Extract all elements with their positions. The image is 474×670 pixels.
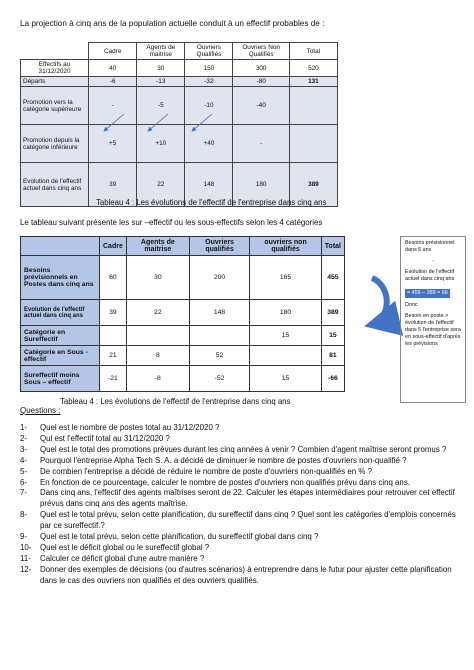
list-item [20, 565, 460, 587]
table-cell: 200 [189, 256, 249, 300]
question-text: De combien l'entreprise a décidé de réduire le nombre de poste d'ouvriers non-qualifiés en % ? [40, 466, 372, 476]
table-caption: Tableau 4 : Les évolutions de l'effectif de l'entreprise dans cinq ans [60, 397, 291, 406]
list-item [20, 478, 460, 489]
note-line: Evolution de l'effectif actuel dans cinq ans [405, 269, 455, 282]
table-cell: 39 [100, 300, 127, 326]
row-label: Evolution de l'effectif actuel dans cinq ans [21, 300, 100, 326]
promotion-arrow [104, 114, 124, 131]
table-cell: 15 [250, 366, 321, 392]
table-cell: 131 [289, 77, 337, 87]
table-header-row [21, 237, 345, 256]
table-cell: 455 [321, 256, 344, 300]
table-cell: 30 [126, 256, 189, 300]
intro-text: La projection à cinq ans de la population actuelle conduit à un effectif probables de : [20, 19, 325, 28]
table-cell [250, 346, 321, 366]
table-row [21, 300, 345, 326]
section-intro: Le tableau suivant présente les sur –effectif ou les sous-effectifs selon les 4 catégories [20, 218, 323, 227]
question-text: Donner des exemples de décisions (ou d'autres scénarios) à entreprendre dans le futur pour ajuster cette planification dans le cas des ouvriers non qualifiés et des ouvriers qualifiés. [40, 564, 452, 585]
question-number: 11- [20, 553, 31, 563]
table-cell: 30 [137, 60, 185, 77]
table-cell: 150 [185, 60, 233, 77]
table-header: Agents de maitrise [126, 237, 189, 256]
table-cell: 15 [250, 326, 321, 346]
table-cell: -5 [137, 87, 185, 125]
row-label: Evolution de l'effectif actuel dans cinq ans [21, 163, 89, 207]
table-cell: 180 [233, 163, 289, 207]
table-cell: -10 [185, 87, 233, 125]
table-cell: -66 [321, 366, 344, 392]
table-cell: -6 [89, 77, 137, 87]
note-dash: - [432, 258, 434, 264]
question-text: Quel est le déficit global ou le sureffectif global ? [40, 542, 210, 552]
list-item [20, 554, 460, 565]
note-line: Besoin en poste > évolution de l'effectif dans 5 l'entreprise sera en sous-effectif d'après les prévisions [405, 313, 461, 347]
question-number: 10- [20, 542, 32, 552]
table-cell: 165 [250, 256, 321, 300]
question-text: Quel est le total prévu, selon cette planification, du sureffectif dans cinq ? Quel sont les catégories d'emplois concernés par ce sureffectif.? [40, 510, 456, 531]
row-label: Effectifs au 31/12/2020 [21, 60, 89, 77]
table-cell: -21 [100, 366, 127, 392]
question-number: 9- [20, 532, 28, 542]
question-number: 7- [20, 488, 28, 498]
row-label: Sureffectif moins Sous – effectif [21, 366, 100, 392]
surplus-deficit-table [20, 236, 345, 392]
question-text: Quel est le nombre de postes total au 31/12/2020 ? [40, 423, 220, 432]
table-header: Ouvriers Qualifiés [185, 43, 233, 60]
table-cell: 148 [189, 300, 249, 326]
list-item [20, 543, 460, 554]
table-cell [189, 326, 249, 346]
table-cell: 40 [89, 60, 137, 77]
table-cell: - [233, 125, 289, 163]
note-badge: = 455 – 389 = 66 [407, 290, 448, 296]
table-cell: -52 [189, 366, 249, 392]
curved-arrow [370, 278, 387, 325]
table-header [21, 237, 100, 256]
table-cell: +10 [137, 125, 185, 163]
question-number: 5- [20, 466, 28, 476]
question-text: Dans cinq ans, l'effectif des agents maîtrises seront de 22. Calculer les étapes intermédiaires pour retrouver cet effectif prévus dans cinq ans des agents maîtrise. [40, 488, 455, 509]
table-cell: 389 [321, 300, 344, 326]
table-header: Cadre [89, 43, 137, 60]
question-text: Pourquoi l'entreprise Alpha Tech S. A. a décidé de diminuer le nombre de postes d'ouvriers non-qualifié ? [40, 455, 407, 465]
questions-title: Questions : [20, 406, 61, 415]
table-header: Ouvriers Non Qualifiés [233, 43, 289, 60]
questions-list [20, 423, 460, 587]
table-header: Ouvriers qualifiés [189, 237, 249, 256]
question-number: 2- [20, 433, 28, 443]
table-row [21, 366, 345, 392]
promotion-arrow [148, 114, 168, 131]
question-text: Calculer ce déficit global d'une autre manière ? [40, 553, 205, 563]
row-label: Départs [21, 77, 89, 87]
question-number: 12- [20, 564, 32, 574]
table-cell: 520 [289, 60, 337, 77]
table-cell: 180 [250, 300, 321, 326]
note-line: Besoins prévisionnel dans 5 ans [405, 240, 455, 253]
list-item [20, 488, 460, 510]
list-item [20, 423, 460, 434]
table-cell: 22 [126, 300, 189, 326]
table-cell: -32 [185, 77, 233, 87]
table-cell: 300 [233, 60, 289, 77]
question-number: 3- [20, 444, 28, 454]
table-cell: 21 [100, 346, 127, 366]
table-caption: Tableau 4 : Les évolutions de l'effectif de l'entreprise dans cinq ans [96, 198, 327, 207]
table-cell: 15 [321, 326, 344, 346]
table-cell: 39 [89, 163, 137, 207]
question-text: Quel est le total des promotions prévues durant les cinq années à venir ? Combien d'agent maîtrise seront promus ? [40, 444, 447, 454]
question-text: Quel est le total prévu, selon cette planification, du sureffectif global dans cinq ? [40, 532, 319, 542]
table-header: Total [289, 43, 337, 60]
row-label: Promotion vers la catégorie supérieure [21, 87, 89, 125]
table-cell: -13 [137, 77, 185, 87]
row-label: Besoins prévisionnels en Postes dans cinq ans [21, 256, 100, 300]
row-label: Promotion depuis la catégorie inférieure [21, 125, 89, 163]
table-cell [126, 326, 189, 346]
table-cell: 81 [321, 346, 344, 366]
row-label: Catégorie en Sous -effectif [21, 346, 100, 366]
table-cell: -8 [126, 366, 189, 392]
table-cell: -40 [233, 87, 289, 125]
question-number: 6- [20, 477, 28, 487]
list-item [20, 510, 460, 532]
table-cell: 22 [137, 163, 185, 207]
table-cell [100, 326, 127, 346]
table-header: Cadre [100, 237, 127, 256]
table-cell: -80 [233, 77, 289, 87]
table-header: ouvriers non qualifiés [250, 237, 321, 256]
table-cell: 8 [126, 346, 189, 366]
table-header: Agents de maitrise [137, 43, 185, 60]
question-number: 1- [20, 423, 28, 432]
table-row [21, 256, 345, 300]
table-cell: - [89, 87, 137, 125]
explanation-note [400, 236, 466, 403]
table-row [21, 346, 345, 366]
table-cell: 60 [100, 256, 127, 300]
list-item [20, 467, 460, 478]
table-cell: +40 [185, 125, 233, 163]
question-text: Qul est l'effectif total au 31/12/2020 ? [40, 433, 170, 443]
table-cell: 389 [289, 163, 337, 207]
table-cell: 148 [185, 163, 233, 207]
table-cell: 52 [189, 346, 249, 366]
row-label: Catégorie en Sureffectif [21, 326, 100, 346]
promotion-arrow [192, 114, 212, 131]
list-item [20, 445, 460, 456]
list-item [20, 434, 460, 445]
question-text: En fonction de ce pourcentage, calculer le nombre de postes d'ouvriers non qualifiés prévu dans cinq ans. [40, 477, 410, 487]
question-number: 8- [20, 510, 28, 520]
table-cell: +5 [89, 125, 137, 163]
list-item [20, 532, 460, 543]
table-header: Total [321, 237, 344, 256]
table-row [21, 326, 345, 346]
question-number: 4- [20, 455, 28, 465]
list-item [20, 456, 460, 467]
note-line: Donc [405, 302, 418, 308]
